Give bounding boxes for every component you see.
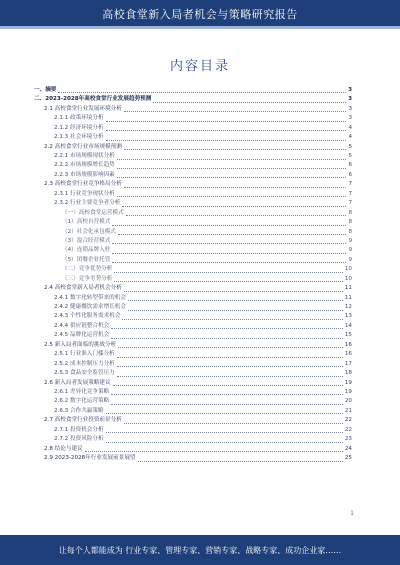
toc-entry-text: 2.2 高校食堂行业市场规模预测: [44, 143, 122, 150]
toc-entry[interactable]: [34, 246, 352, 255]
toc-entry[interactable]: [34, 190, 352, 199]
toc-leader-dots: [117, 366, 343, 367]
toc-entry-page: 14: [344, 322, 352, 329]
toc-leader-dots: [111, 394, 343, 395]
toc-leader-dots: [117, 168, 347, 169]
toc-leader-dots: [111, 404, 343, 405]
toc-entry-page: 21: [344, 407, 352, 414]
toc-entry-page: 23: [344, 436, 352, 443]
toc-entry-page: 24: [344, 445, 352, 452]
toc-leader-dots: [58, 92, 346, 93]
toc-entry-text: 2.5.3 食品安全监管压力: [54, 370, 115, 377]
toc-entry[interactable]: [34, 133, 352, 142]
toc-entry-text: 2.4.3 个性化服务需求机会: [54, 313, 121, 320]
toc-entry-text: （二）竞争优势分析: [62, 266, 113, 273]
toc-entry-text: 2.2.3 市场规模影响因素: [54, 171, 115, 178]
toc-leader-dots: [112, 225, 346, 226]
toc-entry[interactable]: [34, 454, 352, 463]
toc-entry-text: （5）团餐企业托管: [62, 256, 111, 263]
toc-leader-dots: [153, 102, 346, 103]
toc-entry[interactable]: [34, 228, 352, 237]
toc-leader-dots: [126, 215, 347, 216]
toc-entry-page: 3: [348, 115, 352, 122]
toc-entry-text: 2.7.1 投资机会分析: [54, 426, 104, 433]
toc-entry-text: 2.4 高校食堂新入局者机会分析: [44, 285, 122, 292]
toc-entry[interactable]: [34, 218, 352, 227]
toc-entry-text: 2.6 新入局者发展策略建议: [44, 379, 111, 386]
toc-entry-page: 19: [344, 379, 352, 386]
toc-entry[interactable]: [34, 313, 352, 322]
toc-entry[interactable]: [34, 331, 352, 340]
toc-leader-dots: [124, 187, 347, 188]
toc-entry-text: 二、2023-2028年高校食堂行业发展趋势预测: [34, 96, 152, 103]
toc-entry-page: 7: [348, 200, 352, 207]
toc-leader-dots: [106, 140, 347, 141]
toc-entry-page: 4: [348, 134, 352, 141]
toc-entry-page: 25: [344, 455, 352, 462]
toc-leader-dots: [117, 196, 347, 197]
toc-entry-text: （三）竞争劣势分析: [62, 275, 113, 282]
toc-entry[interactable]: [34, 124, 352, 133]
toc-entry[interactable]: [34, 294, 352, 303]
toc-entry[interactable]: [34, 397, 352, 406]
toc-entry[interactable]: [34, 95, 352, 104]
toc-entry-page: 13: [344, 313, 352, 320]
toc-entry-page: 20: [344, 398, 352, 405]
toc-entry-text: （1）高校自营模式: [62, 219, 111, 226]
toc-leader-dots: [112, 262, 346, 263]
toc-entry-page: 12: [344, 304, 352, 311]
toc-entry-page: 4: [348, 124, 352, 131]
toc-entry-text: 2.3.2 行业主要竞争者分析: [54, 200, 121, 207]
toc-entry[interactable]: [34, 256, 352, 265]
toc-leader-dots: [113, 385, 343, 386]
toc-entry[interactable]: [34, 379, 352, 388]
report-title: 高校食堂新入局者机会与策略研究报告: [102, 8, 298, 21]
toc-leader-dots: [124, 149, 347, 150]
toc-entry[interactable]: [34, 152, 352, 161]
toc-entry-text: 2.7.2 投资风险分析: [54, 436, 104, 443]
toc-entry-text: 2.4.5 品牌化运营机会: [54, 332, 110, 339]
toc-entry-page: 10: [344, 266, 352, 273]
toc-entry-page: 3: [348, 86, 352, 93]
toc-entry[interactable]: [34, 322, 352, 331]
toc-entry-page: 22: [344, 417, 352, 424]
toc-entry-page: 19: [344, 388, 352, 395]
toc-entry-text: 2.5 新入局者面临的挑战分析: [44, 341, 117, 348]
toc-entry[interactable]: [34, 180, 352, 189]
toc-entry-text: 2.2.1 市场规模现状分析: [54, 153, 115, 160]
toc-entry-page: 15: [344, 332, 352, 339]
toc-entry-page: 3: [348, 96, 352, 103]
toc-entry[interactable]: [34, 369, 352, 378]
toc-entry-page: 9: [348, 247, 352, 254]
toc-entry-text: 2.9 2023-2028年行业发展前景展望: [44, 455, 136, 462]
toc-entry-text: 2.6.1 差异化竞争策略: [54, 388, 110, 395]
toc-leader-dots: [138, 461, 343, 462]
toc-leader-dots: [117, 357, 343, 358]
toc-entry-page: 8: [348, 228, 352, 235]
toc-entry-text: （一）高校食堂运营模式: [62, 209, 124, 216]
toc-leader-dots: [117, 159, 347, 160]
toc-entry-text: 2.6.3 合作共赢策略: [54, 407, 104, 414]
toc-leader-dots: [118, 234, 347, 235]
toc-leader-dots: [124, 291, 343, 292]
toc-entry-text: 2.5.2 成本控制压力分析: [54, 360, 115, 367]
toc-entry[interactable]: [34, 435, 352, 444]
toc-entry[interactable]: [34, 303, 352, 312]
toc-entry-text: 2.4.4 供应链整合机会: [54, 322, 110, 329]
toc-leader-dots: [112, 253, 346, 254]
toc-entry-text: 2.1 高校食堂行业发展环境分析: [44, 105, 122, 112]
toc-entry-text: 2.1.1 政策环境分析: [54, 115, 104, 122]
toc-entry-page: 11: [344, 294, 352, 301]
toc-entry[interactable]: [34, 426, 352, 435]
toc-leader-dots: [124, 111, 347, 112]
toc-entry[interactable]: [34, 237, 352, 246]
toc-entry-page: 8: [348, 209, 352, 216]
footer-slogan: 让每个人都能成为 行业专家、管理专家、营销专家、战略专家、成功企业家……: [58, 546, 342, 555]
toc-leader-dots: [118, 347, 343, 348]
toc-entry[interactable]: [34, 162, 352, 171]
toc-entry[interactable]: [34, 114, 352, 123]
toc-entry-text: 2.3 高校食堂行业竞争格局分析: [44, 181, 122, 188]
toc-entry[interactable]: [34, 275, 352, 284]
toc-title: 内容目录: [169, 59, 230, 74]
toc-leader-dots: [111, 328, 343, 329]
toc-entry-text: （3）混合经营模式: [62, 237, 111, 244]
toc-entry-page: 16: [344, 341, 352, 348]
toc-leader-dots: [112, 243, 346, 244]
toc-leader-dots: [122, 319, 343, 320]
toc-entry-text: （4）连锁品牌入驻: [62, 247, 111, 254]
toc-entry-page: 5: [348, 153, 352, 160]
toc-entry-text: 2.1.3 社会环境分析: [54, 134, 104, 141]
toc-entry-text: 2.1.2 经济环境分析: [54, 124, 104, 131]
toc-entry-text: 2.4.1 数字化转型带来的机会: [54, 294, 126, 301]
toc-leader-dots: [117, 376, 343, 377]
toc-entry-page: 5: [348, 143, 352, 150]
toc-entry-page: 9: [348, 256, 352, 263]
toc-entry[interactable]: [34, 143, 352, 152]
toc-entry-text: 2.7 高校食堂行业投资前景分析: [44, 417, 122, 424]
page-number: 1: [350, 510, 354, 517]
toc-leader-dots: [128, 300, 343, 301]
toc-entry[interactable]: [34, 284, 352, 293]
toc-entry[interactable]: [34, 388, 352, 397]
table-of-contents: [34, 86, 352, 464]
toc-leader-dots: [85, 451, 343, 452]
toc-entry-text: 2.6.2 数字化运营策略: [54, 398, 110, 405]
toc-leader-dots: [114, 281, 343, 282]
toc-entry-page: 7: [348, 190, 352, 197]
toc-entry-page: 10: [344, 275, 352, 282]
toc-entry-text: 2.2.2 市场规模增长趋势: [54, 162, 115, 169]
toc-entry-text: 2.5.1 行业准入门槛分析: [54, 351, 115, 358]
toc-entry-page: 16: [344, 351, 352, 358]
toc-entry-text: 2.4.2 健康餐饮需求增长机会: [54, 304, 126, 311]
toc-entry-page: 18: [344, 370, 352, 377]
toc-entry-text: 2.8 结论与建议: [44, 445, 83, 452]
toc-leader-dots: [106, 432, 343, 433]
toc-entry[interactable]: [34, 416, 352, 425]
header-rule: [0, 26, 400, 29]
header-bar: [0, 0, 400, 26]
toc-leader-dots: [114, 272, 343, 273]
toc-entry-text: 2.3.1 行业竞争现状分析: [54, 190, 115, 197]
toc-entry-page: 9: [348, 237, 352, 244]
toc-leader-dots: [117, 177, 347, 178]
toc-entry[interactable]: [34, 341, 352, 350]
toc-entry[interactable]: [34, 105, 352, 114]
toc-entry-text: 一、摘要: [34, 86, 57, 93]
toc-entry-page: 11: [344, 285, 352, 292]
toc-entry[interactable]: [34, 265, 352, 274]
toc-leader-dots: [106, 121, 347, 122]
toc-leader-dots: [111, 338, 343, 339]
toc-leader-dots: [106, 413, 343, 414]
toc-entry-page: 8: [348, 219, 352, 226]
toc-entry[interactable]: [34, 199, 352, 208]
toc-entry[interactable]: [34, 360, 352, 369]
toc-entry[interactable]: [34, 171, 352, 180]
toc-leader-dots: [106, 442, 343, 443]
toc-entry-page: 6: [348, 162, 352, 169]
toc-entry[interactable]: [34, 407, 352, 416]
toc-entry[interactable]: [34, 86, 352, 95]
footer-bar: [0, 535, 400, 565]
toc-entry-page: 17: [344, 360, 352, 367]
toc-entry[interactable]: [34, 209, 352, 218]
toc-leader-dots: [124, 423, 343, 424]
toc-entry-page: 6: [348, 171, 352, 178]
toc-leader-dots: [128, 310, 343, 311]
toc-entry[interactable]: [34, 350, 352, 359]
toc-entry-page: 22: [344, 426, 352, 433]
toc-entry-text: （2）社会化承包模式: [62, 228, 116, 235]
toc-entry-page: 3: [348, 105, 352, 112]
toc-leader-dots: [106, 130, 347, 131]
toc-entry-page: 7: [348, 181, 352, 188]
toc-entry[interactable]: [34, 445, 352, 454]
toc-leader-dots: [122, 206, 346, 207]
